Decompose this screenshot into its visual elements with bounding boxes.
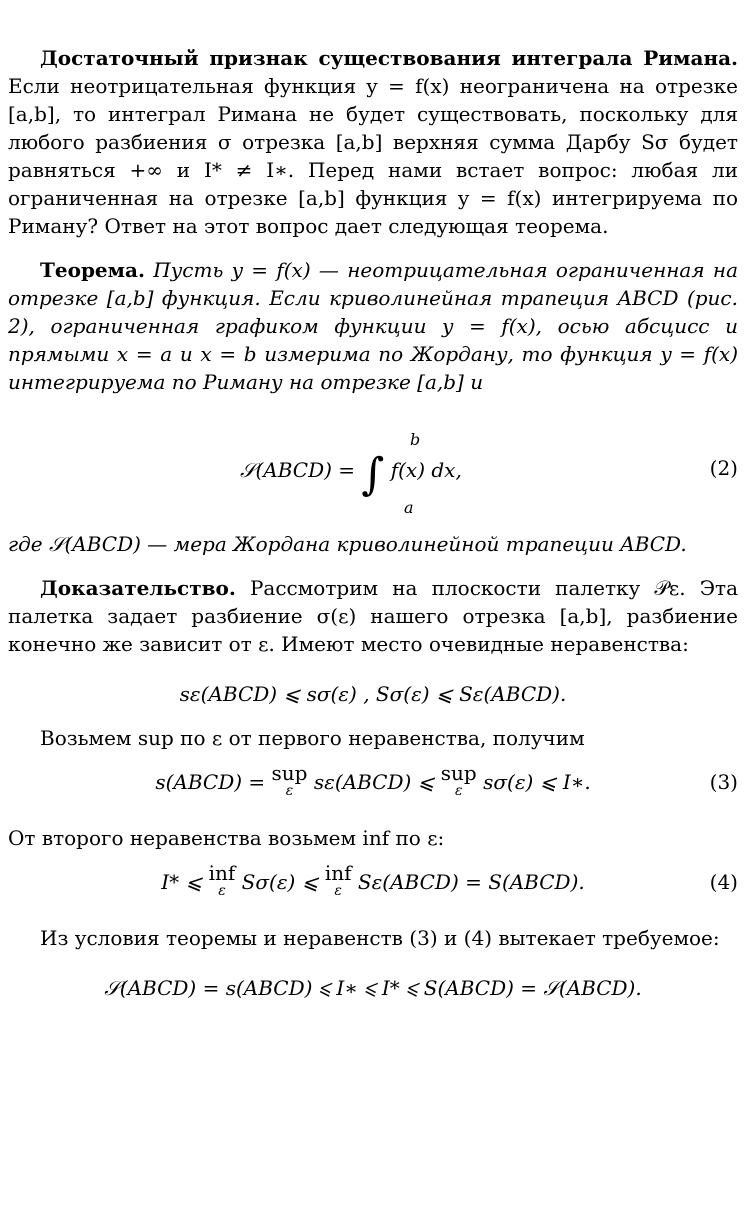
inf-line: От второго неравенства возьмем inf по ε: bbox=[8, 826, 445, 850]
equation-number: (4) bbox=[709, 870, 738, 894]
sup-operator: sup ε bbox=[440, 761, 477, 799]
paragraph-riemann-criterion bbox=[8, 44, 738, 240]
sup-line: Возьмем sup по ε от первого неравенства, получим bbox=[40, 726, 585, 750]
inf-operator: inf ε bbox=[208, 861, 236, 899]
equation-2-integrand: f(x) dx, bbox=[390, 458, 462, 482]
paragraph-text: Если неотрицательная функция y = f(x) неограничена на отрезке [a,b], то интеграл Римана не будет существовать, поскольку для любого разбиения σ отрезка [a,b] верхняя сумма Дарбу Sσ будет равняться +∞ и I* ≠ I∗. Перед нами встает вопрос: любая ли ограниченная на отрезке [a,b] функция y = f(x) интегрируема по Риману? Ответ на этот вопрос дает следующая теорема. bbox=[8, 74, 738, 238]
theorem-text: Пусть y = f(x) — неотрицательная ограниченная на отрезке [a,b] функция. Если криволинейная трапеция ABCD (рис. 2), ограниченная графиком функции y = f(x), осью абсцисс и прямыми x = a и x = b измерима по Жордану, то функция y = f(x) интегрируема по Риману на отрезке [a,b] и bbox=[8, 258, 738, 394]
equation-4: I* ⩽ inf ε Sσ(ε) ⩽ inf ε Sε(ABCD) = S(ABCD). (4) bbox=[8, 862, 738, 908]
conclusion-paragraph: Из условия теоремы и неравенств (3) и (4) вытекает требуемое: bbox=[40, 926, 720, 950]
integral-upper-limit: b bbox=[410, 430, 421, 449]
equation-2-lhs: 𝒮(ABCD) = ∫ f(x) dx, bbox=[240, 449, 462, 500]
final-equation: 𝒮(ABCD) = s(ABCD) ⩽ I∗ ⩽ I* ⩽ S(ABCD) = 𝒮(ABCD). bbox=[104, 976, 642, 1000]
proof-heading: Доказательство. bbox=[40, 576, 236, 600]
equation-number: (2) bbox=[709, 456, 738, 480]
theorem-heading: Теорема. bbox=[40, 258, 145, 282]
jordan-measure-note: где 𝒮(ABCD) — мера Жордана криволинейной трапеции ABCD. bbox=[8, 532, 687, 556]
section-heading: Достаточный признак существования интеграла Римана. bbox=[40, 46, 738, 70]
equation-2 bbox=[8, 426, 738, 517]
page bbox=[8, 44, 738, 1008]
integral-sign: ∫ bbox=[361, 449, 385, 500]
proof-text: Рассмотрим на плоскости палетку 𝒫ε. Эта палетка задает разбиение σ(ε) нашего отрезка [a,b], разбиение конечно же зависит от ε. Имеют место очевидные неравенства: bbox=[8, 576, 738, 656]
inequality-1: sε(ABCD) ⩽ sσ(ε) , Sσ(ε) ⩽ Sε(ABCD). bbox=[179, 682, 567, 706]
integral-lower-limit: a bbox=[404, 498, 414, 517]
equation-number: (3) bbox=[709, 770, 738, 794]
proof-paragraph bbox=[8, 574, 738, 658]
inf-operator: inf ε bbox=[324, 861, 352, 899]
sup-operator: sup ε bbox=[271, 761, 308, 799]
theorem-paragraph bbox=[8, 256, 738, 396]
equation-3: s(ABCD) = sup ε sε(ABCD) ⩽ sup ε sσ(ε) ⩽ I∗. (3) bbox=[8, 762, 738, 808]
